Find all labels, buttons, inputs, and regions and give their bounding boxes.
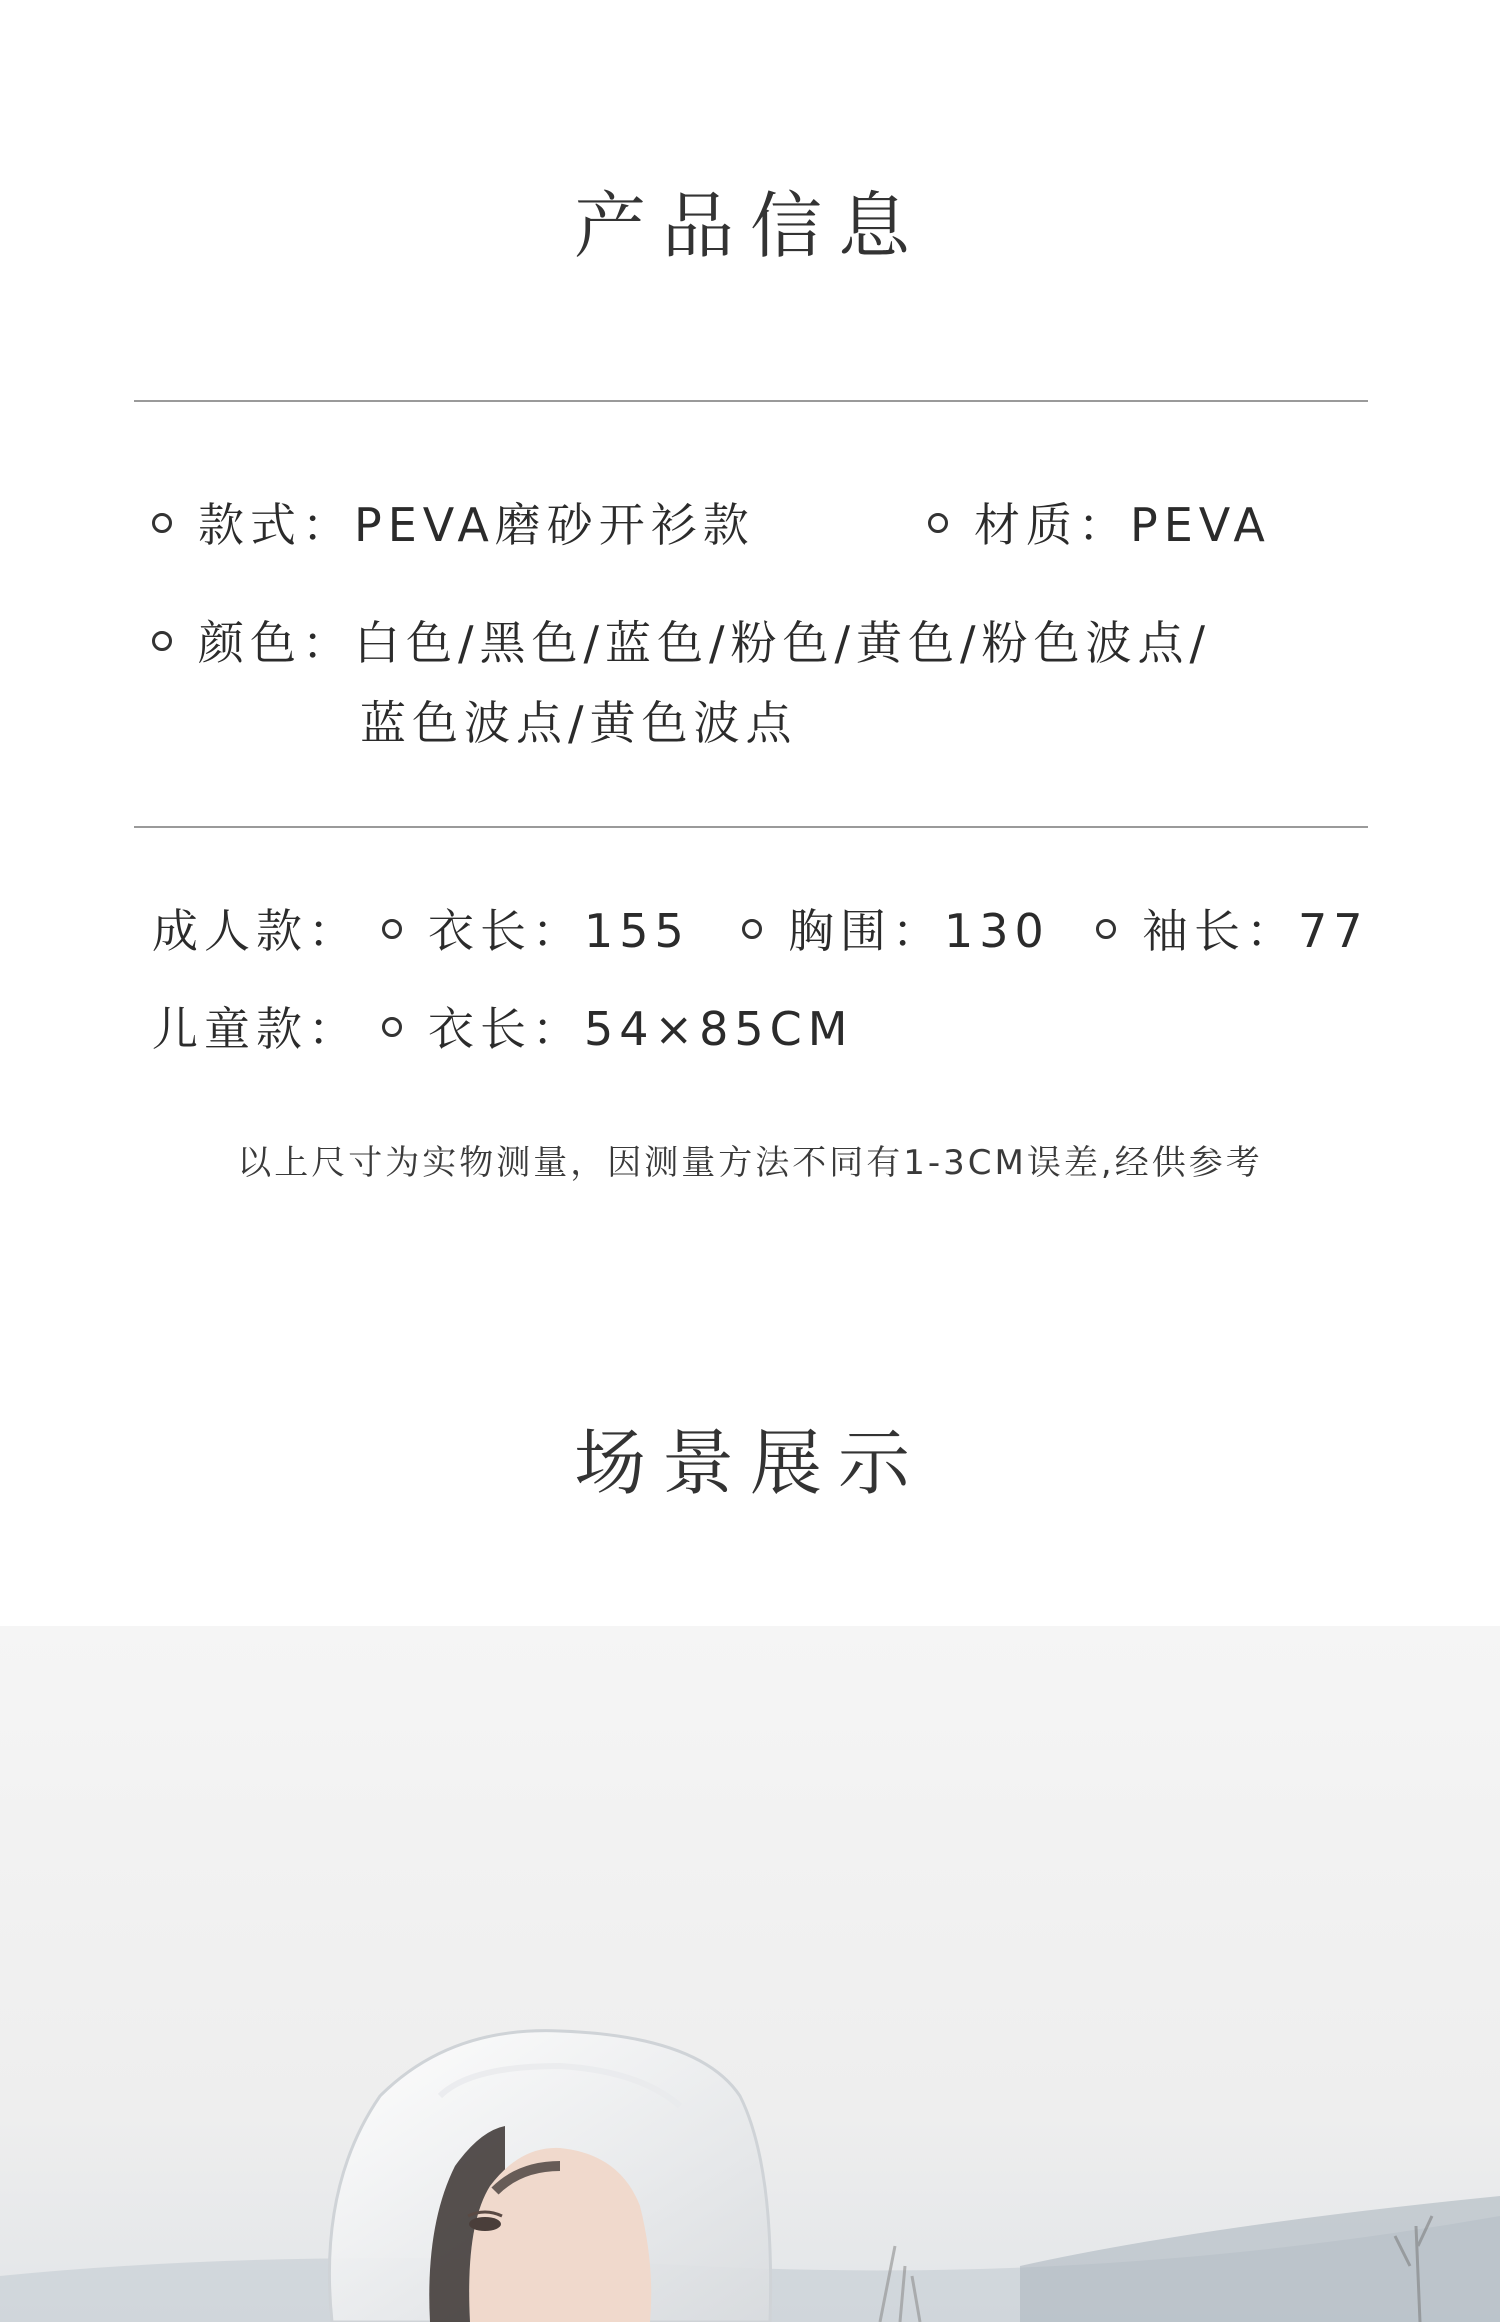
color-spec-continued <box>360 696 798 750</box>
child-label: 儿童款： <box>152 1002 360 1056</box>
style-spec <box>152 498 755 552</box>
adult-sleeve-label: 袖长： <box>1142 904 1298 958</box>
color-values-line2: 蓝色波点/黄色波点 <box>360 696 798 750</box>
adult-length <box>382 904 690 958</box>
adult-sleeve-value: 77 <box>1298 904 1369 958</box>
child-length-value: 54×85CM <box>584 1002 854 1056</box>
adult-length-value: 155 <box>584 904 690 958</box>
adult-length-label: 衣长： <box>428 904 584 958</box>
bullet-icon <box>382 919 402 939</box>
color-spec <box>152 616 1211 670</box>
bullet-icon <box>1096 919 1116 939</box>
color-label: 颜色： <box>198 616 354 670</box>
scene-photo-illustration <box>0 1626 1500 2322</box>
material-label: 材质： <box>974 498 1130 552</box>
bullet-icon <box>742 919 762 939</box>
style-label: 款式： <box>198 498 354 552</box>
scene-title: 场景展示 <box>573 1421 926 1505</box>
adult-chest-value: 130 <box>944 904 1050 958</box>
child-length-label: 衣长： <box>428 1002 584 1056</box>
top-divider <box>134 400 1368 402</box>
bullet-icon <box>152 631 172 651</box>
product-info-title: 产品信息 <box>573 184 926 268</box>
middle-divider <box>134 826 1368 828</box>
adult-size-row <box>152 904 360 958</box>
adult-sleeve <box>1096 904 1369 958</box>
material-spec <box>928 498 1271 552</box>
size-note: 以上尺寸为实物测量，因测量方法不同有1-3CM误差,经供参考 <box>237 1143 1263 1183</box>
child-size-row <box>152 1002 360 1056</box>
adult-chest <box>742 904 1050 958</box>
scene-photo <box>0 1626 1500 2322</box>
adult-label: 成人款： <box>152 904 360 958</box>
adult-chest-label: 胸围： <box>788 904 944 958</box>
style-value: PEVA磨砂开衫款 <box>354 498 755 552</box>
color-values-line1: 白色/黑色/蓝色/粉色/黄色/粉色波点/ <box>354 616 1211 670</box>
bullet-icon <box>928 513 948 533</box>
bullet-icon <box>152 513 172 533</box>
bullet-icon <box>382 1017 402 1037</box>
child-length <box>382 1002 854 1056</box>
material-value: PEVA <box>1130 498 1271 552</box>
